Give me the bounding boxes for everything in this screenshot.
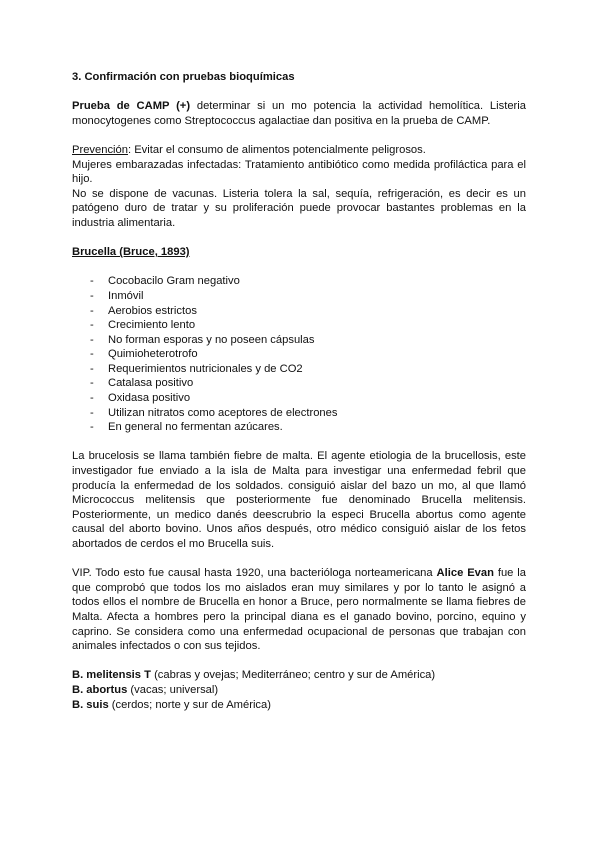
list-item: - No forman esporas y no poseen cápsulas (90, 333, 315, 346)
pregnant-line: Mujeres embarazadas infectadas: Tratamiento antibiótico como medida profiláctica para el hijo. (72, 158, 526, 186)
species-item: B. abortus (vacas; universal) (72, 683, 219, 696)
species-item: B. melitensis T (cabras y ovejas; Mediterráneo; centro y sur de América) (72, 669, 436, 682)
list-item: - Aerobios estrictos (90, 304, 197, 317)
list-item: - Crecimiento lento (90, 319, 196, 332)
list-item: - Inmóvil (90, 289, 144, 302)
prevention-label: Prevención (72, 143, 128, 156)
list-item: - Utilizan nitratos como aceptores de electrones (90, 406, 338, 419)
list-item: - Cocobacilo Gram negativo (90, 275, 240, 288)
dash-bullet: - (90, 377, 94, 390)
list-item: - Catalasa positivo (90, 377, 194, 390)
dash-bullet: - (90, 348, 94, 361)
dash-bullet: - (90, 421, 94, 434)
document-body (72, 70, 526, 712)
dash-bullet: - (90, 333, 94, 346)
dash-bullet: - (90, 392, 94, 405)
brucella-title: Brucella (Bruce, 1893) (72, 246, 190, 259)
list-item: - Oxidasa positivo (90, 392, 191, 405)
camp-paragraph (72, 99, 526, 128)
dash-bullet: - (90, 289, 94, 302)
species-name: B. suis (72, 698, 109, 711)
list-item: - En general no fermentan azúcares. (90, 421, 283, 434)
feature-list (72, 274, 526, 435)
species-item: B. suis (cerdos; norte y sur de América) (72, 698, 271, 711)
dash-bullet: - (90, 319, 94, 332)
dash-bullet: - (90, 275, 94, 288)
scientist-name: Alice Evan (436, 567, 494, 580)
dash-bullet: - (90, 304, 94, 317)
list-item: - Requerimientos nutricionales y de CO2 (90, 362, 303, 375)
camp-text: determinar si un mo potencia la actividad hemolítica. Listeria monocytogenes como Streptococcus agalactiae dan positiva en la prueba de CAMP. (72, 100, 526, 127)
species-name: B. melitensis T (72, 669, 151, 682)
prevention-line (72, 143, 526, 158)
vaccine-line: No se dispone de vacunas. Listeria tolera la sal, sequía, refrigeración, es decir es un patógeno duro de tratar y su proliferación puede provocar bastantes problemas en la industria alimentaria. (72, 187, 526, 229)
dash-bullet: - (90, 406, 94, 419)
history-paragraph: La brucelosis se llama también fiebre de malta. El agente etiologia de la brucellosis, este investigador fue enviado a la isla de Malta para investigar una enfermedad febril que producía la enfermedad de los soldados. consiguió aislar del bazo un mo, al que llamó Micrococcus melitensis que posteriormente fue denominado Brucella melitensis. Posteriormente, un medico danés deescrubrio la especi Brucella abortus como agente causal del aborto bovino. Unos años después, otro médico consiguió aislar de los fetos abortados de cerdos el mo Brucella suis. (72, 450, 526, 550)
dash-bullet: - (90, 362, 94, 375)
list-item: - Quimioheterotrofo (90, 348, 198, 361)
species-list (72, 668, 526, 712)
camp-term: Prueba de CAMP (+) (72, 100, 191, 113)
vip-paragraph: VIP. Todo esto fue causal hasta 1920, una bacterióloga norteamericana Alice Evan fue la que comprobó que todos los mo aislados eran muy similares y por lo tanto le asignó a todos ellos el nombre de Brucella en honor a Bruce, pero normalmente se llama fiebres de Malta. Afecta a hombres pero la principal diana es el ganado bovino, porcino, equino y caprino. Se considera como una enfermedad ocupacional de personas que trabajan con animales infectados o con sus tejidos. (72, 567, 527, 653)
prevention-text: : Evitar el consumo de alimentos potencialmente peligrosos. (127, 143, 426, 156)
section-title: 3. Confirmación con pruebas bioquímicas (72, 71, 295, 83)
species-name: B. abortus (72, 683, 128, 696)
